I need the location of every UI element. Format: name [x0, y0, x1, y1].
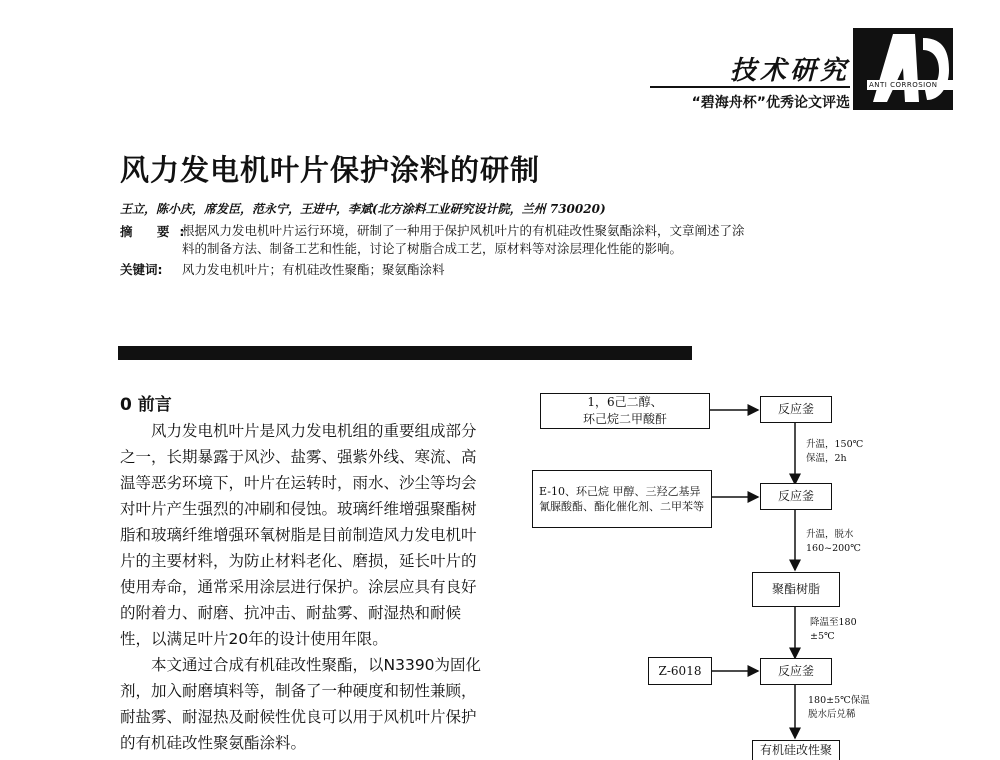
- flow-step-note-3: [810, 616, 857, 644]
- abstract-text: [182, 222, 822, 258]
- section-heading: 0 前言: [120, 395, 172, 415]
- flow-input-1-line-1: 1，6己二醇、: [587, 395, 663, 409]
- paper-authors: 王立，陈小庆，席发臣，范永宁，王进中，李斌(北方涂料工业研究设计院，兰州 730020): [120, 202, 606, 216]
- flow-step-note-4: [808, 694, 870, 722]
- flow-reactor-box-1: 反应釜: [760, 396, 832, 423]
- keywords-text: 风力发电机叶片；有机硅改性聚酯；聚氨酯涂料: [182, 262, 445, 277]
- flow-polyester-box: 聚酯树脂: [752, 572, 840, 607]
- journal-logo-text: ANTI CORROSION: [867, 80, 961, 90]
- flow-step-1-line-2: 保温，2h: [806, 453, 847, 464]
- flow-step-note-2: [806, 528, 861, 556]
- flow-step-4-line-2: 脱水后兑稀: [808, 709, 856, 720]
- body-text: [120, 418, 490, 756]
- section-subtitle: “碧海舟杯”优秀论文评选: [691, 95, 850, 111]
- paper-title: 风力发电机叶片保护涂料的研制: [120, 153, 541, 187]
- flow-step-3-line-1: 降温至180: [810, 617, 857, 628]
- abstract-line-2: 料的制备方法、制备工艺和性能，讨论了树脂合成工艺，原材料等对涂层理化性能的影响。: [182, 241, 683, 256]
- flow-product-box: 有机硅改性聚: [752, 740, 840, 760]
- journal-logo-icon: [853, 28, 953, 110]
- body-paragraph-2: 本文通过合成有机硅改性聚酯，以N3390为固化剂，加入耐磨填料等，制备了一种硬度和韧性兼顾，耐盐雾、耐湿热及耐候性优良可以用于风机叶片保护的有机硅改性聚氨酯涂料。: [120, 656, 482, 752]
- body-paragraph-1: 风力发电机叶片是风力发电机组的重要组成部分之一，长期暴露于风沙、盐雾、强紫外线、寒流、高温等恶劣环境下，叶片在运转时，雨水、沙尘等均会对叶片产生强烈的冲刷和侵蚀。玻璃纤维增强聚酯树脂和玻璃纤维增强环氧树脂是目前制造风力发电机叶片的主要材料，为防止材料老化、磨损，延长叶片的使用寿命，通常采用涂层进行保护。涂层应具有良好的附着力、耐磨、抗冲击、耐盐雾、耐湿热和耐候性，以满足叶片20年的设计使用年限。: [120, 422, 477, 648]
- flow-step-3-line-2: ±5℃: [810, 631, 835, 642]
- flow-reactor-box-2: 反应釜: [760, 483, 832, 510]
- flow-input-box-2: E-10、环己烷 甲醇、三羟乙基异氰脲酸酯、酯化催化剂、二甲苯等: [532, 470, 712, 528]
- section-divider-bar: [118, 346, 692, 360]
- flow-input-box-3: Z-6018: [648, 657, 712, 685]
- keywords-label: 关键词:: [120, 262, 163, 277]
- flow-step-4-line-1: 180±5℃保温: [808, 695, 870, 706]
- flow-reactor-box-3: 反应釜: [760, 658, 832, 685]
- flow-step-1-line-1: 升温，150℃: [806, 439, 864, 450]
- flow-step-2-line-1: 升温，脱水: [806, 529, 854, 540]
- section-title: 技术研究: [729, 56, 850, 86]
- abstract-line-1: 根据风力发电机叶片运行环境，研制了一种用于保护风机叶片的有机硅改性聚氨酯涂料，文章阐述了涂: [182, 223, 745, 238]
- flow-step-2-line-2: 160~200℃: [806, 543, 861, 554]
- flow-input-1-line-2: 环己烷二甲酸酐: [582, 412, 667, 426]
- flow-input-box-1: [540, 393, 710, 429]
- flow-step-note-1: [806, 438, 863, 466]
- header-rule: [650, 86, 850, 88]
- abstract-label: 摘 要:: [120, 224, 195, 239]
